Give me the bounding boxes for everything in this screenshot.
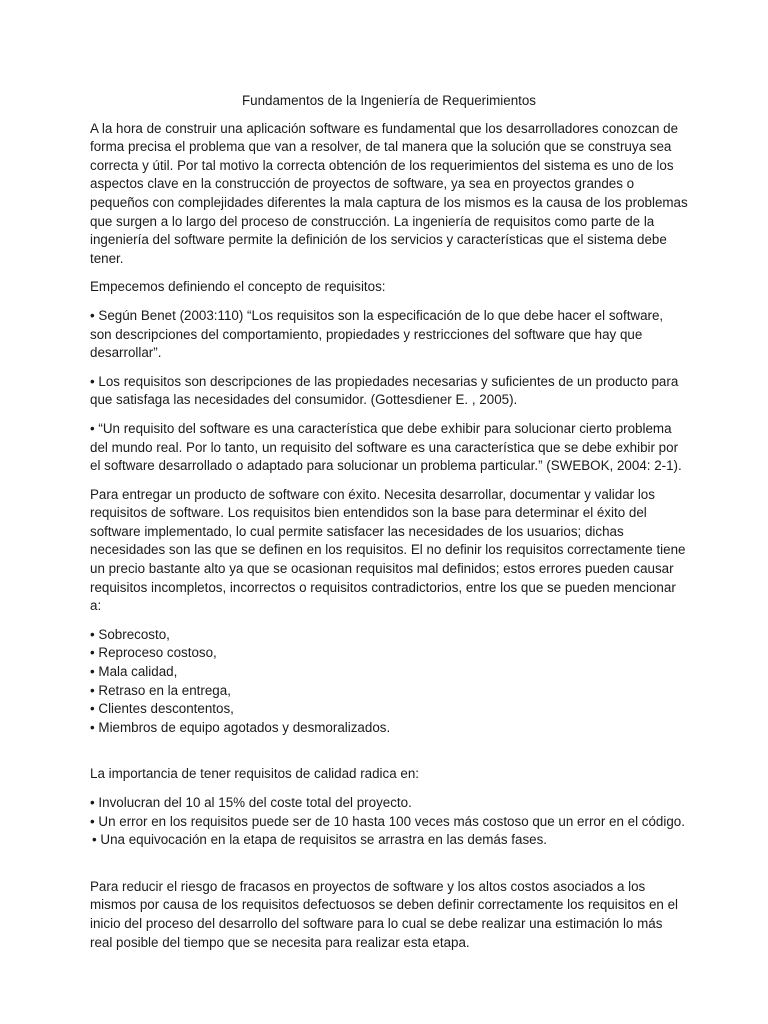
- spacer: [90, 747, 688, 765]
- definition-item: • Según Benet (2003:110) “Los requisitos son la especificación de lo que debe hacer el software, son descripciones del comportamiento, propiedades y restricciones del software que hay que desarrollar”.: [90, 307, 664, 361]
- intro-paragraph: A la hora de construir una aplicación software es fundamental que los desarrolladores conozcan de forma precisa el problema que van a resolver, de tal manera que la solución que se construya sea correcta y útil. Por tal motivo la correcta obtención de los requerimientos del sistema es uno de los aspectos clave en la construcción de proyectos de software, ya sea en proyectos grandes o pequeños con complejidades diferentes la mala captura de los mismos es la causa de los problemas que surgen a lo largo del proceso de construcción. La ingeniería de requisitos como parte de la ingeniería del software permite la definición de los servicios y características que el sistema debe tener.: [90, 120, 688, 266]
- definition-item: • “Un requisito del software es una característica que debe exhibir para solucionar cierto problema del mundo real. Por lo tanto, un requisito del software es una característica que se debe exhibir por el software desarrollado o adaptado para solucionar un problema particular.” (SWEBOK, 2004: 2-1).: [90, 420, 682, 474]
- list-item: • Clientes descontentos,: [90, 701, 234, 717]
- concept-heading: Empecemos definiendo el concepto de requisitos:: [90, 279, 386, 295]
- importance-heading: La importancia de tener requisitos de calidad radica en:: [90, 766, 420, 782]
- list-item: • Retraso en la entrega,: [90, 682, 231, 698]
- definition-item: • Los requisitos son descripciones de las propiedades necesarias y suficientes de un producto para que satisfaga las necesidades del consumidor. (Gottesdiener E. , 2005).: [90, 373, 679, 408]
- document-title: Fundamentos de la Ingeniería de Requerimientos: [241, 93, 537, 108]
- list-item: • Un error en los requisitos puede ser de 10 hasta 100 veces más costoso que un error en el código.: [90, 813, 685, 829]
- list-item: • Sobrecosto,: [90, 626, 170, 642]
- list-item: • Reproceso costoso,: [90, 645, 217, 661]
- list-item: • Mala calidad,: [90, 664, 178, 680]
- spacer: [90, 860, 688, 878]
- consequences-list: [90, 626, 688, 738]
- delivery-paragraph: Para entregar un producto de software con éxito. Necesita desarrollar, documentar y validar los requisitos de software. Los requisitos bien entendidos son la base para determinar el éxito del software implementado, lo cual permite satisfacer las necesidades de los usuarios; dichas necesidades son las que se definen en los requisitos. El no definir los requisitos correctamente tiene un precio bastante alto ya que se ocasionan requisitos mal definidos; estos errores pueden causar requisitos incompletos, incorrectos o requisitos contradictorios, entre los que se pueden mencionar a:: [90, 486, 686, 614]
- list-item: • Una equivocación en la etapa de requisitos se arrastra en las demás fases.: [92, 832, 548, 848]
- list-item: • Miembros de equipo agotados y desmoralizados.: [90, 719, 391, 735]
- closing-paragraph: Para reducir el riesgo de fracasos en proyectos de software y los altos costos asociados a los mismos por causa de los requisitos defectuosos se deben definir correctamente los requisitos en el inicio del proceso del desarrollo del software para lo cual se debe realizar una estimación lo más real posible del tiempo que se necesita para realizar esta etapa.: [90, 878, 679, 950]
- list-item: • Involucran del 10 al 15% del coste total del proyecto.: [90, 795, 412, 810]
- importance-list: [90, 794, 688, 850]
